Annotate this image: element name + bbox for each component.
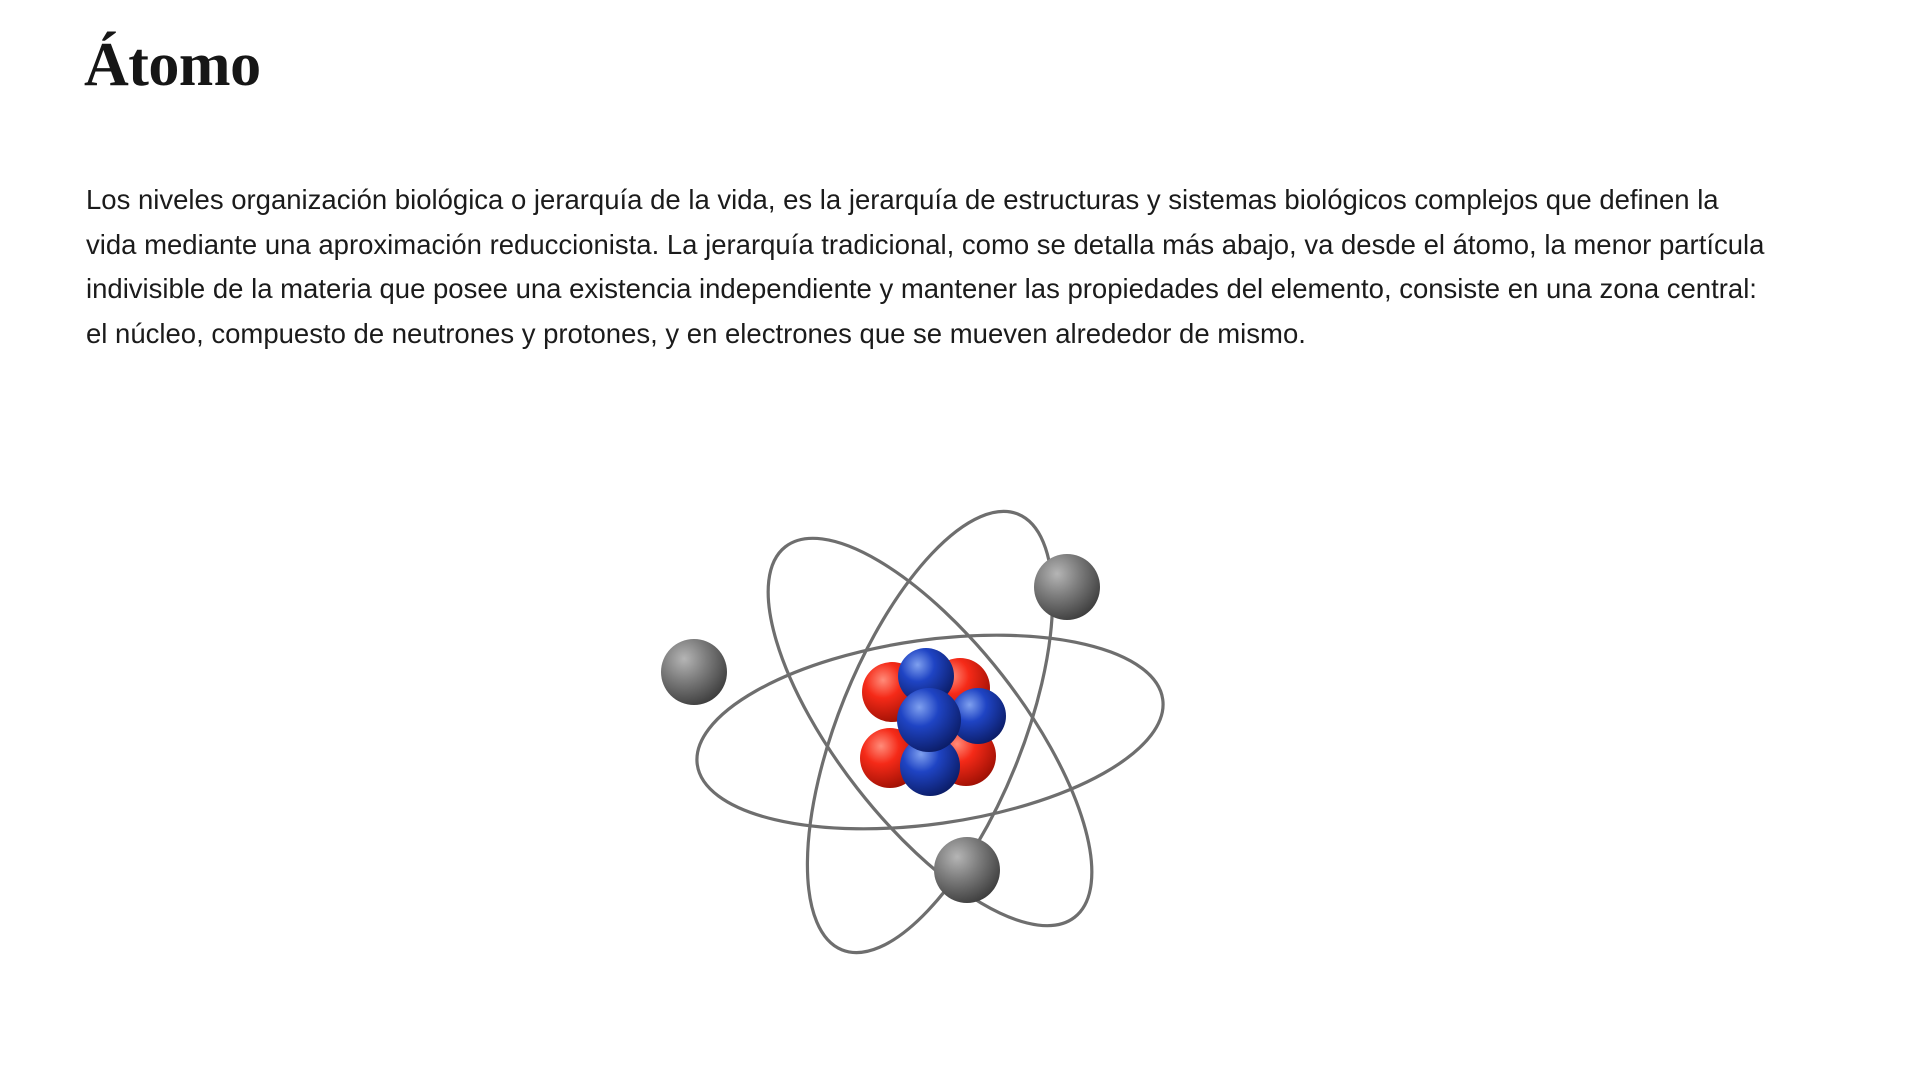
electron-group: [661, 554, 1100, 903]
page-title: Átomo: [84, 31, 261, 99]
neutron-particle: [897, 688, 961, 752]
electron-particle: [661, 639, 727, 705]
electron-particle: [934, 837, 1000, 903]
body-paragraph: Los niveles organización biológica o jerarquía de la vida, es la jerarquía de estructuras y sistemas biológicos complejos que definen la vida mediante una aproximación reduccionista. La jerarquía tradicional, como se detalla más abajo, va desde el átomo, la menor partícula indivisible de la materia que posee una existencia independiente y mantener las propiedades del elemento, consiste en una zona central: el núcleo, compuesto de neutrones y protones, y en electrones que se mueven alrededor de mismo.: [86, 184, 1765, 349]
atom-illustration: [620, 470, 1240, 990]
nucleus-group: [860, 648, 1006, 796]
electron-particle: [1034, 554, 1100, 620]
